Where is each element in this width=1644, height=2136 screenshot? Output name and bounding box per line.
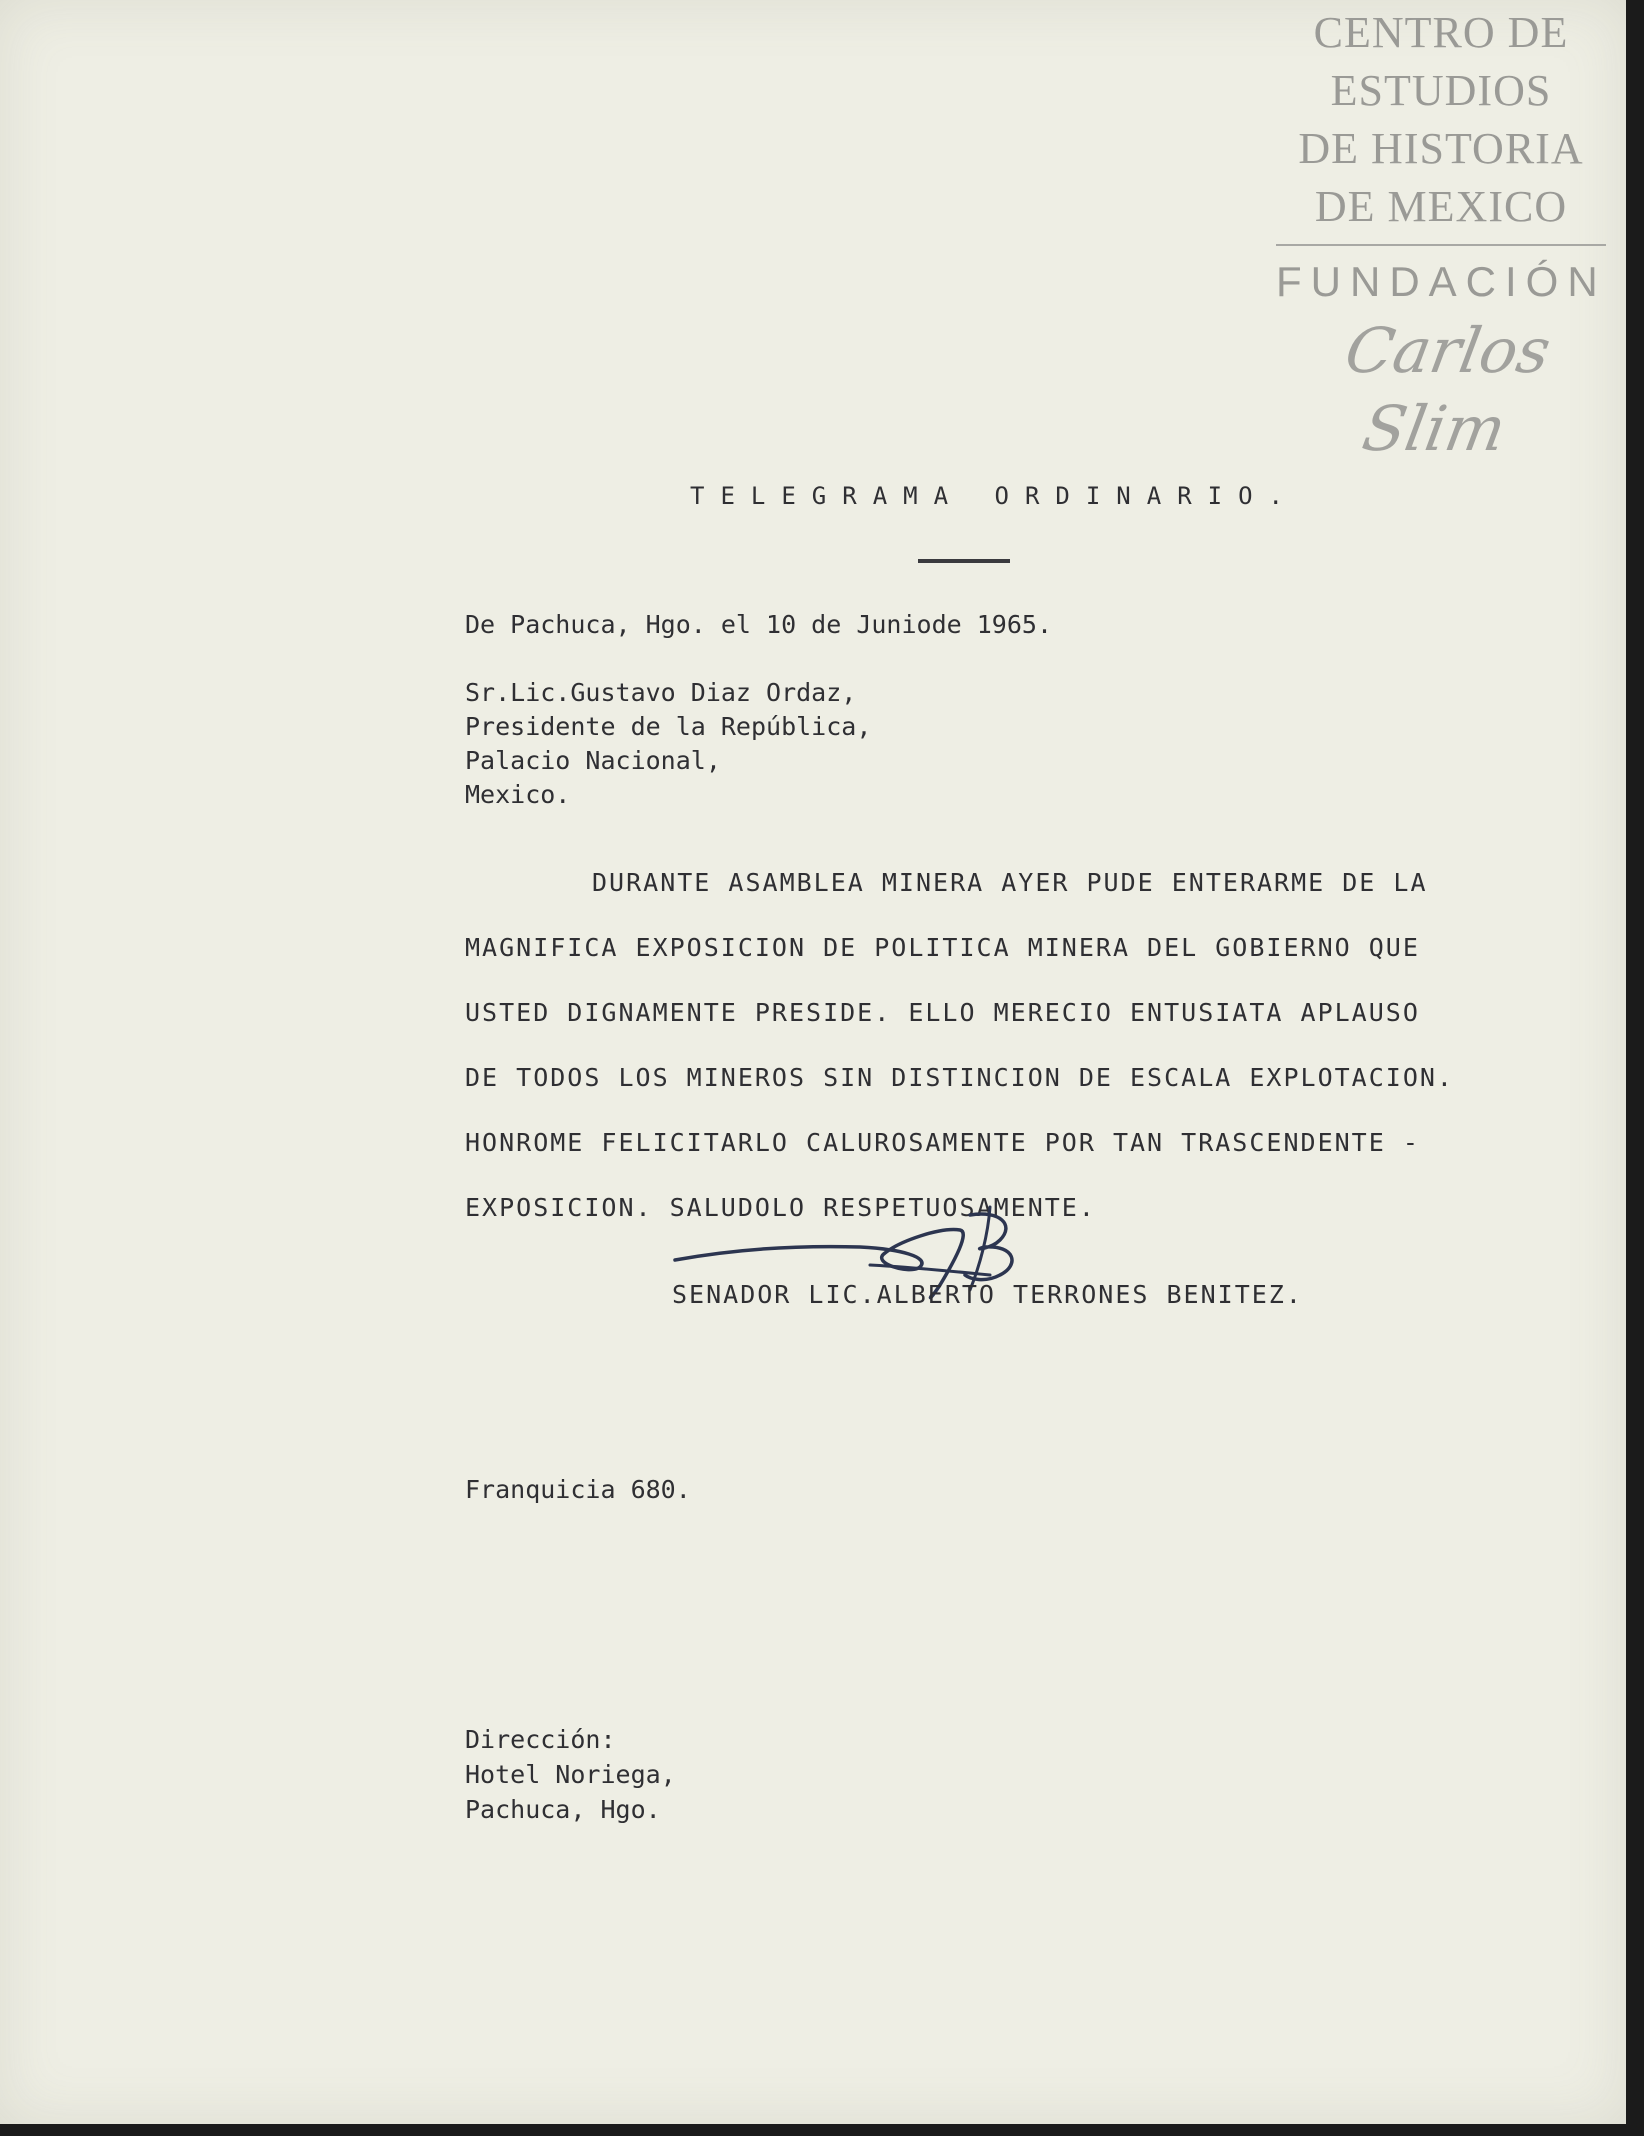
- watermark-foundation: FUNDACIÓN: [1276, 258, 1607, 305]
- title-underline: [918, 559, 1010, 563]
- address-line: Dirección:: [465, 1725, 616, 1754]
- body-line: EXPOSICION. SALUDOLO RESPETUOSAMENTE.: [465, 1193, 1096, 1222]
- watermark-line: DE MEXICO: [1314, 182, 1568, 231]
- archive-watermark: [1276, 4, 1606, 468]
- recipient-line: Presidente de la República,: [465, 712, 872, 741]
- recipient-line: Sr.Lic.Gustavo Diaz Ordaz,: [465, 678, 857, 707]
- recipient-line: Mexico.: [465, 780, 571, 809]
- watermark-line: CENTRO DE: [1313, 8, 1569, 57]
- body-line: HONROME FELICITARLO CALUROSAMENTE POR TAN TRASCENDENTE -: [465, 1128, 1420, 1157]
- address-line: Hotel Noriega,: [465, 1760, 676, 1789]
- watermark-signature: Carlos Slim: [1340, 314, 1556, 465]
- body-line: MAGNIFICA EXPOSICION DE POLITICA MINERA DEL GOBIERNO QUE: [465, 933, 1420, 962]
- scan-border-right: [1626, 0, 1644, 2136]
- date-line: De Pachuca, Hgo. el 10 de Juniode 1965.: [465, 610, 1052, 639]
- body-line: DURANTE ASAMBLEA MINERA AYER PUDE ENTERARME DE LA: [592, 868, 1428, 897]
- watermark-divider: [1276, 244, 1606, 246]
- body-line: USTED DIGNAMENTE PRESIDE. ELLO MERECIO ENTUSIATA APLAUSO: [465, 998, 1420, 1027]
- watermark-line: DE HISTORIA: [1298, 124, 1584, 173]
- watermark-line: ESTUDIOS: [1330, 66, 1552, 115]
- recipient-line: Palacio Nacional,: [465, 746, 721, 775]
- scan-border-bottom: [0, 2124, 1644, 2136]
- address-line: Pachuca, Hgo.: [465, 1795, 661, 1824]
- document-title: TELEGRAMA ORDINARIO.: [690, 482, 1299, 510]
- franchise-number: Franquicia 680.: [465, 1475, 691, 1504]
- signatory-name: SENADOR LIC.ALBERTO TERRONES BENITEZ.: [672, 1280, 1303, 1309]
- body-line: DE TODOS LOS MINEROS SIN DISTINCION DE ESCALA EXPLOTACION.: [465, 1063, 1454, 1092]
